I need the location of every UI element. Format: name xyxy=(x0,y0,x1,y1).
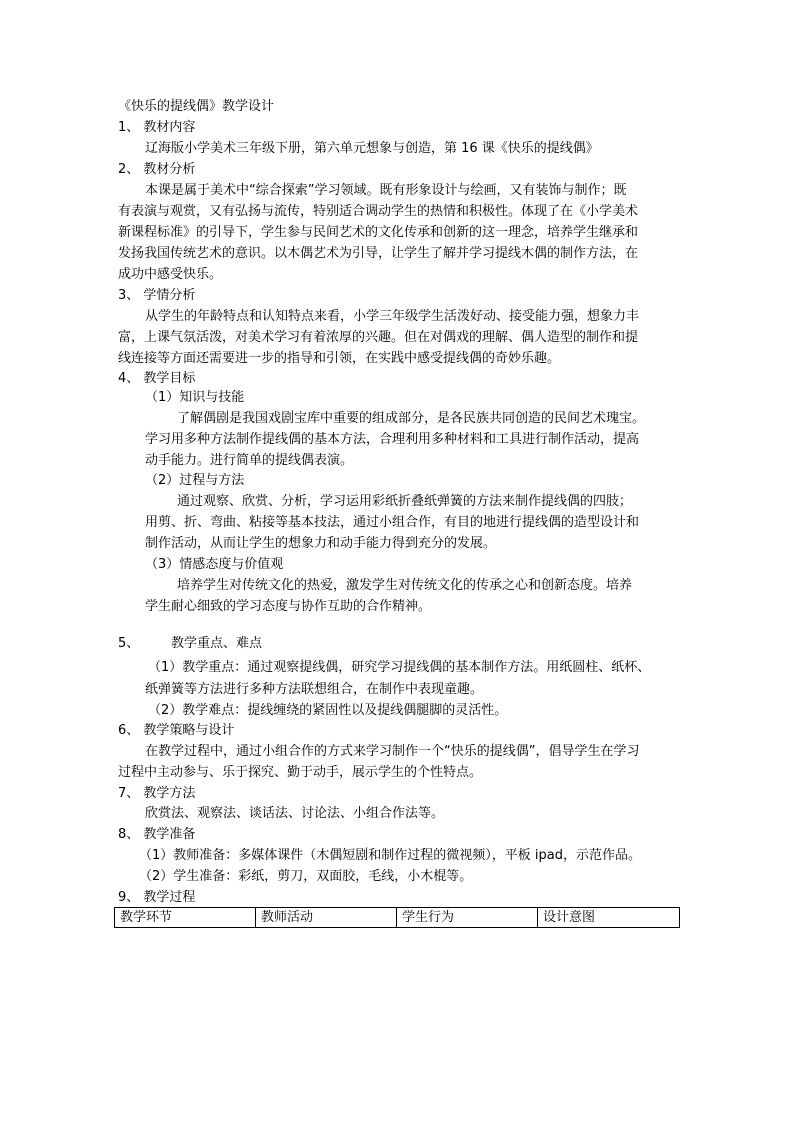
section-1-heading: 1、 教材内容 xyxy=(118,120,196,135)
knowledge-line: 学习用多种方法制作提线偶的基本方法，合理利用多种材料和工具进行制作活动，提高 xyxy=(145,432,640,447)
focus-line: （1）教学重点：通过观察提线偶，研究学习提线偶的基本制作方法。用纸圆柱、纸杯、 xyxy=(148,660,651,675)
process-line: 用剪、折、弯曲、粘接等基本技法，通过小组合作，有目的地进行提线偶的造型设计和 xyxy=(145,515,640,530)
difficulty-line: （2）教学难点：提线缠绕的紧固性以及提线偶腿脚的灵活性。 xyxy=(148,703,508,718)
teacher-prep-line: （1）教师准备：多媒体课件（木偶短剧和制作过程的微视频），平板 ipad，示范作品。 xyxy=(139,848,641,863)
subsection-knowledge-heading: （1）知识与技能 xyxy=(145,390,245,405)
table-header-cell: 教师活动 xyxy=(255,908,396,927)
section-6-line: 过程中主动参与、乐于探究、勤于动手，展示学生的个性特点。 xyxy=(118,765,483,780)
section-2-line: 发扬我国传统艺术的意识。以木偶艺术为引导，让学生了解并学习提线木偶的制作方法，在 xyxy=(118,246,639,261)
section-7-line: 欣赏法、观察法、谈话法、讨论法、小组合作法等。 xyxy=(145,806,445,821)
section-5-number: 5、 xyxy=(118,636,140,651)
section-2-heading: 2、 教材分析 xyxy=(118,162,196,177)
section-2-line: 本课是属于美术中“综合探索”学习领域。既有形象设计与绘画，又有装饰与制作；既 xyxy=(145,183,627,198)
section-1-text: 辽海版小学美术三年级下册，第六单元想象与创造，第 16 课《快乐的提线偶》 xyxy=(145,141,599,156)
focus-line: 纸弹簧等方法进行多种方法联想组合，在制作中表现童趣。 xyxy=(145,682,484,697)
section-3-line: 线连接等方面还需要进一步的指导和引领，在实践中感受提线偶的奇妙乐趣。 xyxy=(118,351,561,366)
section-3-heading: 3、 学情分析 xyxy=(118,288,196,303)
section-9-heading: 9、 教学过程 xyxy=(118,890,196,905)
section-7-heading: 7、 教学方法 xyxy=(118,786,196,801)
subsection-attitude-heading: （3）情感态度与价值观 xyxy=(145,557,284,572)
section-8-heading: 8、 教学准备 xyxy=(118,827,196,842)
attitude-line: 培养学生对传统文化的热爱，激发学生对传统文化的传承之心和创新态度。培养 xyxy=(177,578,633,593)
process-line: 通过观察、欣赏、分析，学习运用彩纸折叠纸弹簧的方法来制作提线偶的四肢； xyxy=(177,494,633,509)
doc-title: 《快乐的提线偶》教学设计 xyxy=(118,99,275,114)
section-5-heading: 教学重点、难点 xyxy=(171,636,263,651)
section-2-line: 新课程标准》的引导下，学生参与民间艺术的文化传承和创新的这一理念，培养学生继承和 xyxy=(118,225,639,240)
section-6-line: 在教学过程中，通过小组合作的方式来学习制作一个“快乐的提线偶”，倡导学生在学习 xyxy=(145,744,640,759)
attitude-line: 学生耐心细致的学习态度与协作互助的合作精神。 xyxy=(145,599,432,614)
section-6-heading: 6、 教学策略与设计 xyxy=(118,723,235,738)
table-header-cell: 教学环节 xyxy=(120,910,173,925)
process-table-header xyxy=(114,907,680,928)
section-3-line: 从学生的年龄特点和认知特点来看，小学三年级学生活泼好动、接受能力强，想象力丰 xyxy=(145,309,640,324)
section-2-line: 有表演与观赏，又有弘扬与流传，特别适合调动学生的热情和积极性。体现了在《小学美术 xyxy=(118,204,639,219)
knowledge-line: 动手能力。进行简单的提线偶表演。 xyxy=(145,453,354,468)
process-line: 制作活动，从而让学生的想象力和动手能力得到充分的发展。 xyxy=(145,536,497,551)
section-4-heading: 4、 教学目标 xyxy=(118,371,196,386)
subsection-process-heading: （2）过程与方法 xyxy=(145,473,245,488)
knowledge-line: 了解偶剧是我国戏剧宝库中重要的组成部分，是各民族共同创造的民间艺术瑰宝。 xyxy=(177,411,646,426)
student-prep-line: （2）学生准备：彩纸，剪刀，双面胶，毛线，小木棍等。 xyxy=(139,869,473,884)
section-2-line: 成功中感受快乐。 xyxy=(118,267,223,282)
table-header-cell: 学生行为 xyxy=(396,908,537,927)
table-header-cell: 设计意图 xyxy=(537,908,679,927)
section-3-line: 富，上课气氛活泼，对美术学习有着浓厚的兴趣。但在对偶戏的理解、偶人造型的制作和提 xyxy=(118,330,639,345)
